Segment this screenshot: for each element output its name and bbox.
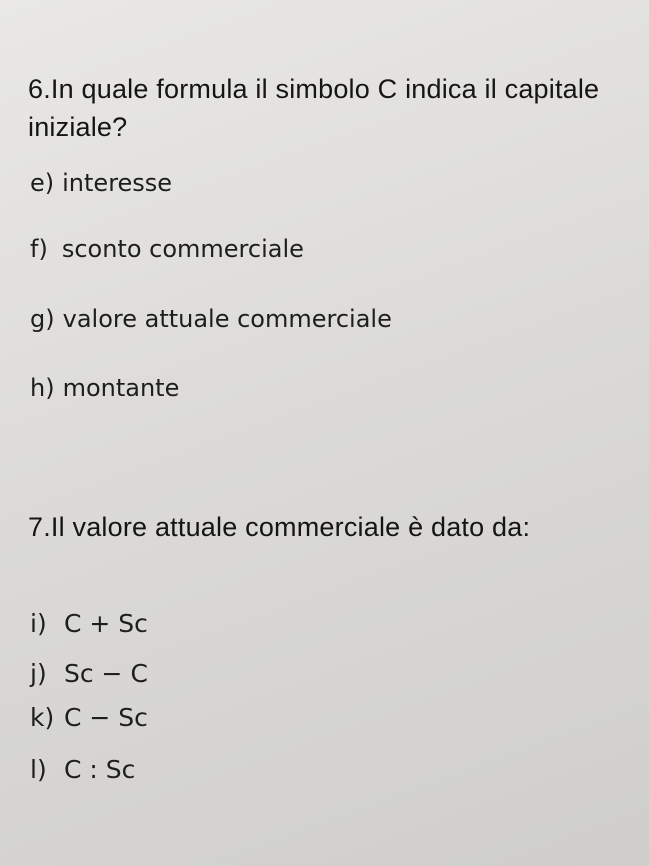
option-text: valore attuale commerciale [62, 305, 392, 333]
option-letter: e) [30, 169, 55, 197]
option-e [30, 168, 172, 198]
option-text: montante [62, 374, 180, 402]
option-text: sconto commerciale [61, 235, 304, 263]
option-letter: g) [30, 305, 55, 333]
option-formula: C + Sc [64, 609, 148, 638]
question-7-text: 7.Il valore attuale commerciale è dato da: [28, 512, 531, 542]
option-formula: Sc − C [64, 659, 148, 688]
option-letter: l) [30, 755, 47, 784]
option-l [30, 755, 135, 785]
option-h [30, 373, 179, 403]
option-k [30, 703, 148, 733]
option-f [30, 234, 304, 264]
option-letter: k) [30, 703, 55, 732]
option-formula: C − Sc [64, 703, 148, 732]
option-letter: h) [30, 374, 55, 402]
option-g [30, 304, 392, 334]
option-letter: i) [30, 609, 47, 638]
question-6-text: 6.In quale formula il simbolo C indica il capitale iniziale? [28, 74, 600, 142]
option-formula: C : Sc [64, 755, 136, 784]
option-letter: f) [30, 235, 48, 263]
option-text: interesse [62, 169, 173, 197]
option-i [30, 609, 148, 639]
option-letter: j) [30, 659, 47, 688]
option-j [30, 659, 148, 689]
